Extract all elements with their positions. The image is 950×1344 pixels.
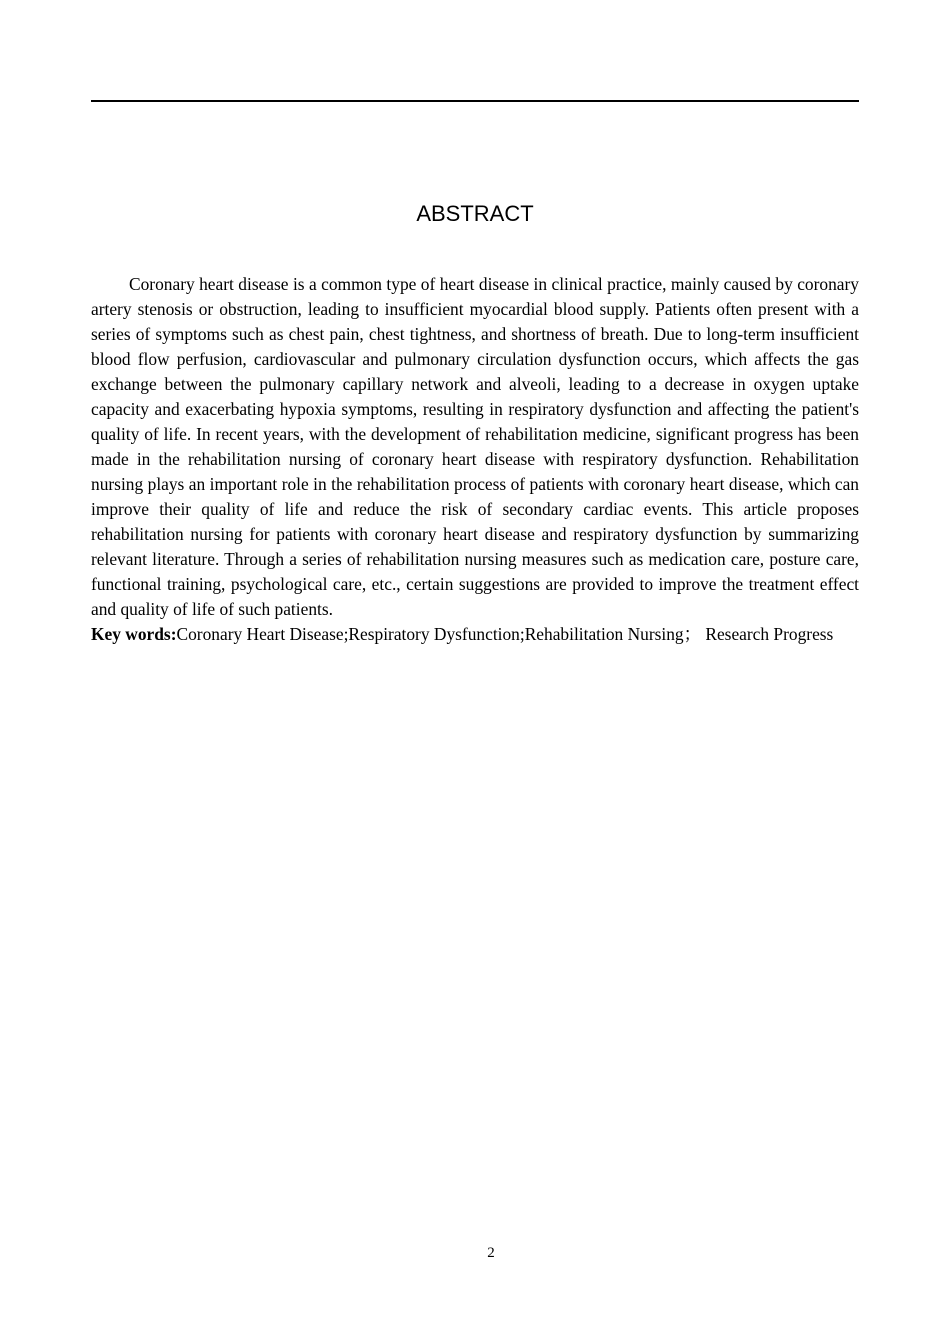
keywords-label: Key words: [91,624,177,644]
page-number: 2 [487,1245,495,1261]
keywords-line [91,622,859,647]
abstract-paragraph: Coronary heart disease is a common type of heart disease in clinical practice, mainly caused by coronary artery stenosis or obstruction, leading to insufficient myocardial blood supply. Patients often present with a series of symptoms such as chest pain, chest tightness, and shortness of breath. Due to long-term insufficient blood flow perfusion, cardiovascular and pulmonary circulation dysfunction occurs, which affects the gas exchange between the pulmonary capillary network and alveoli, leading to a decrease in oxygen uptake capacity and exacerbating hypoxia symptoms, resulting in respiratory dysfunction and affecting the patient's quality of life. In recent years, with the development of rehabilitation medicine, significant progress has been made in the rehabilitation nursing of coronary heart disease with respiratory dysfunction. Rehabilitation nursing plays an important role in the rehabilitation process of patients with coronary heart disease, which can improve their quality of life and reduce the risk of secondary cardiac events. This article proposes rehabilitation nursing for patients with coronary heart disease and respiratory dysfunction by summarizing relevant literature. Through a series of rehabilitation nursing measures such as medication care, posture care, functional training, psychological care, etc., certain suggestions are provided to improve the treatment effect and quality of life of such patients. [91,274,859,619]
header-rule [91,100,859,102]
keywords-text: Coronary Heart Disease;Respiratory Dysfunction;Rehabilitation Nursing； Research Progress [176,624,834,644]
abstract-body [91,272,859,647]
abstract-title: ABSTRACT [416,201,534,226]
